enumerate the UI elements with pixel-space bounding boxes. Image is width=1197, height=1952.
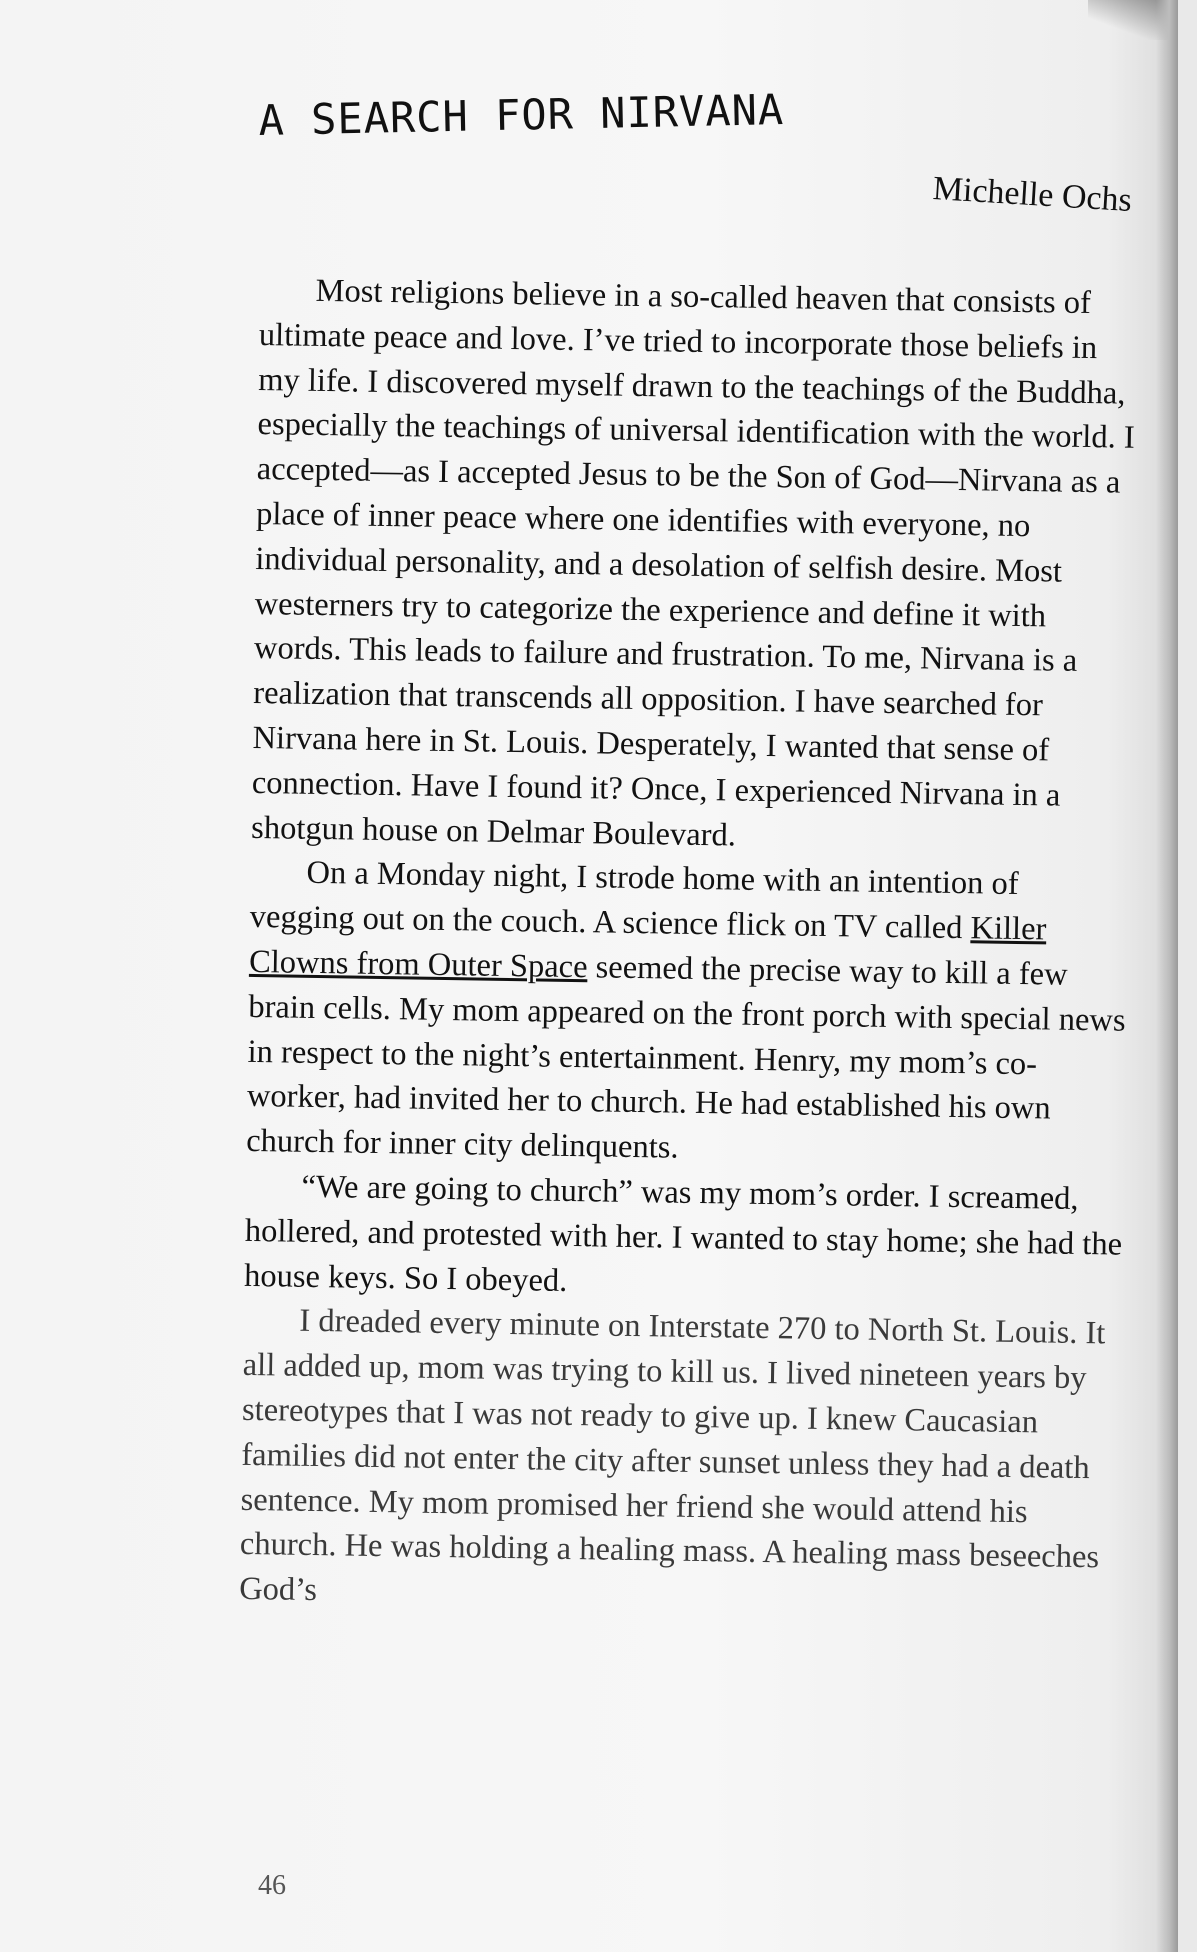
paragraph-3: “We are going to church” was my mom’s order. I screamed, hollered, and protested with her. I wanted to stay home; she had the house keys. So I obeyed. xyxy=(243,1168,1123,1299)
story-body xyxy=(239,268,1140,1626)
paragraph-2 xyxy=(246,850,1131,1177)
paragraph-2-rest: seemed the precise way to kill a few brain cells. My mom appeared on the front porch with special news in respect to the night’s entertainment. Henry, my mom’s co-worker, had invited her to church. He had established his own church for inner city delinquents. xyxy=(246,949,1126,1166)
author-name: Michelle Ochs xyxy=(931,170,1133,220)
paragraph-4: I dreaded every minute on Interstate 270 to North St. Louis. It all added up, mom was trying to kill us. I lived nineteen years by stereotypes that I was not ready to give up. I knew Caucasian families did not enter the city after sunset unless they had a death sentence. My mom promised her friend she would attend his church. He was holding a healing mass. A healing mass beseeches God’s xyxy=(238,1303,1106,1609)
page-number: 46 xyxy=(258,1870,286,1901)
paragraph-2-lead: On a Monday night, I strode home with an intention of vegging out on the couch. A science flick on TV called xyxy=(249,855,1019,947)
story-title: A SEARCH FOR NIRVANA xyxy=(258,84,785,145)
paragraph-1: Most religions believe in a so-called heaven that consists of ultimate peace and love. I’ve tried to incorporate those beliefs in my life. I discovered myself drawn to the teachings of the Buddha, especially the teachings of universal identification with the world. I accepted—as I accepted Jesus to be the Son of God—Nirvana as a place of inner peace where one identifies with everyone, no individual personality, and a desolation of selfish desire. Most westerners try to categorize the experience and define it with words. This leads to failure and frustration. To me, Nirvana is a realization that transcends all opposition. I have searched for Nirvana here in St. Louis. Desperately, I wanted that sense of connection. Have I found it? Once, I experienced Nirvana in a shotgun house on Delmar Boulevard. xyxy=(250,272,1135,854)
film-title: Killer Clowns from Outer Space xyxy=(248,910,1047,986)
page-edge-shadow xyxy=(1156,0,1178,1952)
